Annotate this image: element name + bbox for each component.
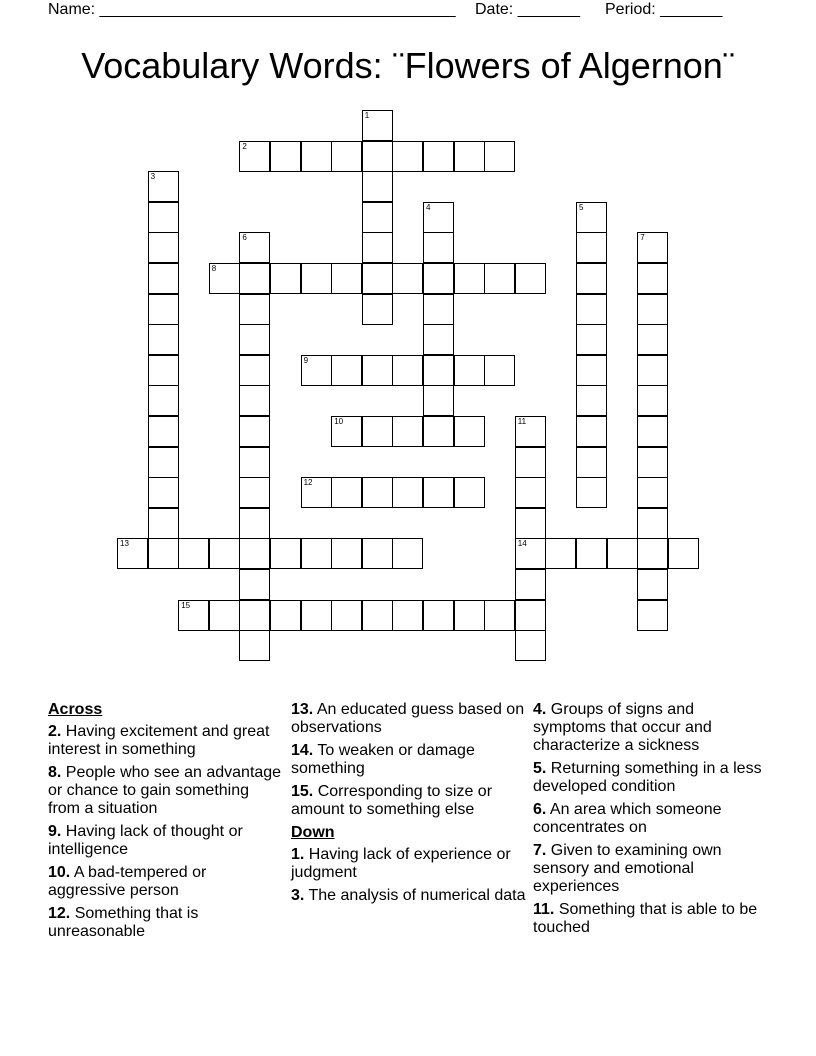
grid-cell[interactable]: [239, 355, 270, 386]
grid-cell[interactable]: [239, 232, 270, 263]
clue-down-4: 4. Groups of signs and symptoms that occur and characterize a sickness: [533, 701, 712, 754]
grid-cell[interactable]: [576, 416, 607, 447]
grid-cell[interactable]: [423, 202, 454, 233]
grid-cell[interactable]: [148, 294, 179, 325]
clues-column-2: [291, 701, 526, 910]
grid-cell[interactable]: [637, 508, 668, 539]
grid-cell[interactable]: [576, 538, 607, 569]
grid-cell[interactable]: [331, 355, 362, 386]
date-field[interactable]: Date: _______: [475, 1, 580, 18]
grid-cell[interactable]: [331, 263, 362, 294]
grid-cell[interactable]: [239, 447, 270, 478]
grid-cell[interactable]: [637, 324, 668, 355]
grid-cell[interactable]: [392, 538, 423, 569]
grid-cell[interactable]: [362, 263, 393, 294]
cell-number: 2: [242, 141, 247, 151]
grid-cell[interactable]: [239, 294, 270, 325]
grid-cell[interactable]: [515, 569, 546, 600]
clue-across-8: 8. People who see an advantage or chance to gain something from a situation: [48, 764, 282, 817]
cell-number: 10: [334, 417, 344, 426]
grid-cell[interactable]: [362, 110, 393, 141]
cell-number: 9: [303, 355, 309, 365]
grid-cell[interactable]: [454, 141, 485, 172]
grid-cell[interactable]: [362, 477, 393, 508]
grid-cell[interactable]: [545, 538, 576, 569]
grid-cell[interactable]: [484, 141, 515, 172]
grid-cell[interactable]: [148, 416, 179, 447]
grid-cell[interactable]: [576, 202, 607, 233]
grid-cell[interactable]: [515, 538, 546, 569]
grid-cell[interactable]: [270, 263, 301, 294]
down-heading: Down: [291, 824, 335, 841]
grid-cell[interactable]: [637, 569, 668, 600]
grid-cell[interactable]: [148, 171, 179, 202]
grid-cell[interactable]: [331, 477, 362, 508]
clue-down-6: 6. An area which someone concentrates on: [533, 801, 722, 836]
clue-down-11: 11. Something that is able to be touched: [533, 901, 758, 936]
grid-cell[interactable]: [331, 538, 362, 569]
grid-cell[interactable]: [515, 263, 546, 294]
clue-across-2: 2. Having excitement and great interest in something: [48, 723, 270, 758]
grid-cell[interactable]: [178, 600, 209, 631]
grid-cell[interactable]: [270, 600, 301, 631]
grid-cell[interactable]: [362, 171, 393, 202]
grid-cell[interactable]: [239, 385, 270, 416]
cell-number: 8: [211, 264, 217, 273]
cell-number: 14: [517, 539, 527, 549]
grid-cell[interactable]: [209, 600, 240, 631]
grid-cell[interactable]: [362, 141, 393, 172]
grid-cell[interactable]: [239, 538, 270, 569]
grid-cell[interactable]: [301, 538, 332, 569]
grid-cell[interactable]: [576, 232, 607, 263]
grid-cell[interactable]: [637, 538, 668, 569]
grid-cell[interactable]: [423, 141, 454, 172]
grid-cell[interactable]: [392, 141, 423, 172]
grid-cell[interactable]: [484, 263, 515, 294]
grid-cell[interactable]: [239, 477, 270, 508]
cell-number: 13: [120, 539, 129, 549]
grid-cell[interactable]: [454, 416, 485, 447]
grid-cell[interactable]: [270, 141, 301, 172]
grid-cell[interactable]: [637, 263, 668, 294]
grid-cell[interactable]: [454, 263, 485, 294]
grid-cell[interactable]: [301, 263, 332, 294]
page-title: Vocabulary Words: ¨Flowers of Algernon¨: [81, 45, 735, 86]
grid-cell[interactable]: [239, 630, 270, 661]
grid-cell[interactable]: [515, 630, 546, 661]
cell-number: 5: [579, 202, 584, 212]
clue-across-9: 9. Having lack of thought or intelligence: [48, 823, 243, 858]
grid-cell[interactable]: [576, 477, 607, 508]
cell-number: 1: [364, 111, 370, 120]
grid-cell[interactable]: [576, 355, 607, 386]
grid-cell[interactable]: [239, 569, 270, 600]
clues-column-3: [533, 701, 768, 942]
grid-cell[interactable]: [423, 324, 454, 355]
grid-cell[interactable]: [637, 416, 668, 447]
grid-cell[interactable]: [301, 141, 332, 172]
grid-cell[interactable]: [148, 477, 179, 508]
grid-cell[interactable]: [148, 508, 179, 539]
cell-number: 6: [242, 233, 247, 243]
grid-cell[interactable]: [148, 232, 179, 263]
grid-cell[interactable]: [576, 324, 607, 355]
grid-cell[interactable]: [637, 232, 668, 263]
grid-cell[interactable]: [576, 294, 607, 325]
grid-cell[interactable]: [178, 538, 209, 569]
clue-down-5: 5. Returning something in a less developed condition: [533, 760, 762, 795]
grid-cell[interactable]: [239, 508, 270, 539]
clue-down-1: 1. Having lack of experience or judgment: [291, 846, 511, 881]
cell-number: 3: [150, 172, 156, 182]
grid-cell[interactable]: [362, 355, 393, 386]
clue-down-3: 3. The analysis of numerical data: [291, 887, 526, 904]
cell-number: 4: [426, 202, 431, 212]
grid-cell[interactable]: [148, 385, 179, 416]
grid-cell[interactable]: [331, 416, 362, 447]
grid-cell[interactable]: [576, 447, 607, 478]
clue-across-14: 14. To weaken or damage something: [291, 742, 475, 777]
grid-cell[interactable]: [515, 600, 546, 631]
grid-cell[interactable]: [484, 600, 515, 631]
clue-across-10: 10. A bad-tempered or aggressive person: [48, 864, 207, 899]
grid-cell[interactable]: [423, 477, 454, 508]
grid-cell[interactable]: [239, 600, 270, 631]
grid-cell[interactable]: [392, 477, 423, 508]
period-field[interactable]: Period: _______: [605, 1, 723, 18]
grid-cell[interactable]: [515, 508, 546, 539]
grid-cell[interactable]: [239, 141, 270, 172]
grid-cell[interactable]: [362, 600, 393, 631]
grid-cell[interactable]: [148, 447, 179, 478]
cell-number: 12: [303, 478, 313, 488]
grid-cell[interactable]: [454, 600, 485, 631]
grid-cell[interactable]: [637, 385, 668, 416]
grid-cell[interactable]: [423, 600, 454, 631]
grid-cell[interactable]: [301, 600, 332, 631]
cell-number: 15: [181, 600, 191, 610]
grid-cell[interactable]: [148, 355, 179, 386]
grid-cell[interactable]: [392, 416, 423, 447]
grid-cell[interactable]: [362, 538, 393, 569]
grid-cell[interactable]: [515, 477, 546, 508]
grid-cell[interactable]: [423, 294, 454, 325]
grid-cell[interactable]: [423, 263, 454, 294]
grid-cell[interactable]: [270, 538, 301, 569]
grid-cell[interactable]: [209, 263, 240, 294]
grid-cell[interactable]: [392, 600, 423, 631]
grid-cell[interactable]: [637, 600, 668, 631]
clue-across-13: 13. An educated guess based on observations: [291, 701, 525, 736]
clue-across-15: 15. Corresponding to size or amount to something else: [291, 783, 493, 818]
grid-cell[interactable]: [454, 355, 485, 386]
grid-cell[interactable]: [637, 477, 668, 508]
grid-cell[interactable]: [515, 447, 546, 478]
name-field[interactable]: Name: ________________________________________: [48, 1, 456, 18]
grid-cell[interactable]: [576, 263, 607, 294]
grid-cell[interactable]: [637, 355, 668, 386]
grid-cell[interactable]: [454, 477, 485, 508]
grid-cell[interactable]: [637, 447, 668, 478]
grid-cell[interactable]: [301, 355, 332, 386]
grid-cell[interactable]: [392, 355, 423, 386]
grid-cell[interactable]: [148, 202, 179, 233]
grid-cell[interactable]: [331, 141, 362, 172]
grid-cell[interactable]: [239, 324, 270, 355]
cell-number: 7: [640, 233, 645, 243]
grid-cell[interactable]: [117, 538, 148, 569]
clues-column-1: [48, 701, 283, 946]
grid-cell[interactable]: [423, 355, 454, 386]
grid-cell[interactable]: [148, 324, 179, 355]
grid-cell[interactable]: [484, 355, 515, 386]
cell-number: 11: [517, 417, 527, 426]
grid-cell[interactable]: [362, 202, 393, 233]
grid-cell[interactable]: [423, 232, 454, 263]
across-heading: Across: [48, 701, 103, 718]
clue-down-7: 7. Given to examining own sensory and emotional experiences: [533, 842, 722, 895]
grid-cell[interactable]: [607, 538, 638, 569]
grid-cell[interactable]: [515, 416, 546, 447]
grid-cell[interactable]: [576, 385, 607, 416]
grid-cell[interactable]: [331, 600, 362, 631]
clue-across-12: 12. Something that is unreasonable: [48, 905, 199, 940]
grid-cell[interactable]: [362, 416, 393, 447]
grid-cell[interactable]: [637, 294, 668, 325]
grid-cell[interactable]: [148, 538, 179, 569]
grid-cell[interactable]: [239, 263, 270, 294]
grid-cell[interactable]: [148, 263, 179, 294]
grid-cell[interactable]: [362, 294, 393, 325]
grid-cell[interactable]: [392, 263, 423, 294]
grid-cell[interactable]: [301, 477, 332, 508]
grid-cell[interactable]: [362, 232, 393, 263]
grid-cell[interactable]: [423, 385, 454, 416]
grid-cell[interactable]: [668, 538, 699, 569]
grid-cell[interactable]: [239, 416, 270, 447]
grid-cell[interactable]: [423, 416, 454, 447]
grid-cell[interactable]: [209, 538, 240, 569]
